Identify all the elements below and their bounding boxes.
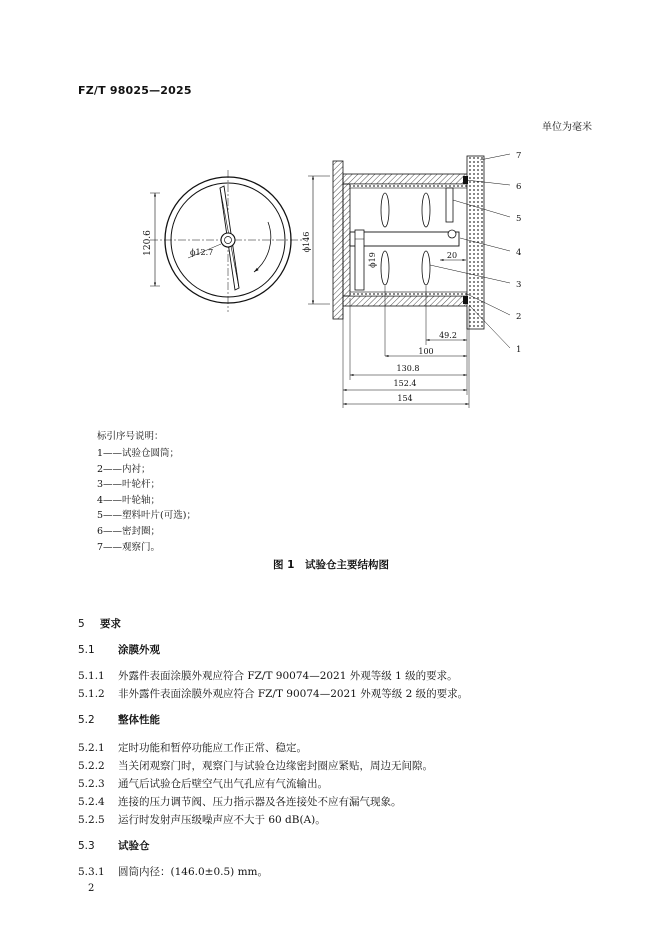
units-note: 单位为毫米 — [542, 122, 592, 133]
clause-5-1-1 — [78, 668, 458, 683]
section-5-2-heading — [78, 712, 160, 727]
dim-49-2: 49.2 — [439, 331, 457, 340]
legend-item: 2——内衬； — [97, 463, 151, 475]
clause-text: 通气后试验仓后壁空气出气孔应有气流输出。 — [118, 778, 328, 790]
legend-item: 4——叶轮轴； — [97, 494, 161, 506]
dim-130-8: 130.8 — [396, 364, 420, 373]
clause-text: 非外露件表面涂膜外观应符合 FZ/T 90074—2021 外观等级 2 级的要求。 — [118, 688, 469, 700]
clause-5-2-2 — [78, 758, 433, 773]
dim-20: 20 — [446, 251, 458, 260]
clause-5-2-4 — [78, 794, 402, 809]
legend-item: 5——塑料叶片(可选)； — [97, 510, 196, 522]
legend-list — [97, 446, 196, 555]
clause-text: 运行时发射声压级噪声应不大于 60 dB(A)。 — [118, 814, 326, 826]
section-number: 5 — [78, 618, 85, 630]
section-title: 要求 — [100, 618, 121, 630]
clause-text: 连接的压力调节阀、压力指示器及各连接处不应有漏气现象。 — [118, 796, 402, 808]
clause-number: 5.2.2 — [78, 760, 105, 772]
dim-152-4: 152.4 — [393, 379, 417, 388]
dim-100: 100 — [418, 347, 434, 356]
figure-caption: 图 1 试验仓主要结构图 — [273, 559, 389, 571]
clause-text: 圆筒内径：(146.0±0.5) mm。 — [118, 866, 268, 878]
section-5-3-heading — [78, 838, 150, 853]
clause-number: 5.2.5 — [78, 814, 105, 826]
clause-number: 5.2.1 — [78, 742, 105, 754]
clause-number: 5.1.1 — [78, 670, 105, 682]
dim-phi-19: ϕ19 — [368, 252, 377, 268]
clause-number: 5.1.2 — [78, 688, 105, 700]
callout-4: 4 — [516, 248, 522, 258]
clause-5-2-1 — [78, 740, 307, 755]
section-number: 5.1 — [78, 644, 95, 656]
clause-text: 当关闭观察门时，观察门与试验仓边缘密封圈应紧贴，周边无间隙。 — [118, 760, 433, 772]
legend-item: 1——试验仓圆筒； — [97, 448, 180, 459]
clause-text: 外露件表面涂膜外观应符合 FZ/T 90074—2021 外观等级 1 级的要求。 — [118, 670, 458, 682]
clause-number: 5.2.3 — [78, 778, 105, 790]
clause-5-2-5 — [78, 812, 326, 827]
clause-5-1-2 — [78, 686, 468, 701]
dim-154: 154 — [397, 394, 413, 403]
callout-6: 6 — [516, 182, 522, 192]
callout-3: 3 — [516, 280, 522, 290]
structure-drawing — [0, 0, 662, 420]
section-number: 5.3 — [78, 840, 95, 852]
standard-number-header: FZ/T 98025—2025 — [78, 84, 192, 97]
callout-5: 5 — [516, 214, 522, 224]
legend-title: 标引序号说明： — [97, 431, 164, 442]
section-view — [302, 151, 521, 408]
section-title: 涂膜外观 — [118, 644, 160, 656]
legend-item: 3——叶轮杆； — [97, 479, 161, 491]
dim-120-6: 120.6 — [143, 230, 153, 256]
dim-phi-146: ϕ146 — [302, 231, 311, 253]
clause-5-3-1 — [78, 864, 268, 879]
clause-text: 定时功能和暂停功能应工作正常、稳定。 — [118, 742, 307, 754]
dim-phi-12-7: ϕ12.7 — [190, 248, 214, 257]
section-5-heading — [78, 616, 121, 631]
callout-2: 2 — [516, 312, 522, 322]
callout-1: 1 — [516, 345, 522, 355]
clause-5-2-3 — [78, 776, 328, 791]
section-number: 5.2 — [78, 714, 95, 726]
clause-number: 5.3.1 — [78, 866, 105, 878]
callout-7: 7 — [516, 151, 522, 161]
front-view — [143, 170, 304, 312]
section-title: 整体性能 — [118, 714, 160, 726]
page-number: 2 — [88, 883, 95, 894]
section-5-1-heading — [78, 642, 160, 657]
clause-number: 5.2.4 — [78, 796, 105, 808]
section-title: 试验仓 — [118, 840, 150, 852]
legend-item: 7——观察门。 — [97, 541, 161, 553]
legend-item: 6——密封圈； — [97, 525, 161, 537]
